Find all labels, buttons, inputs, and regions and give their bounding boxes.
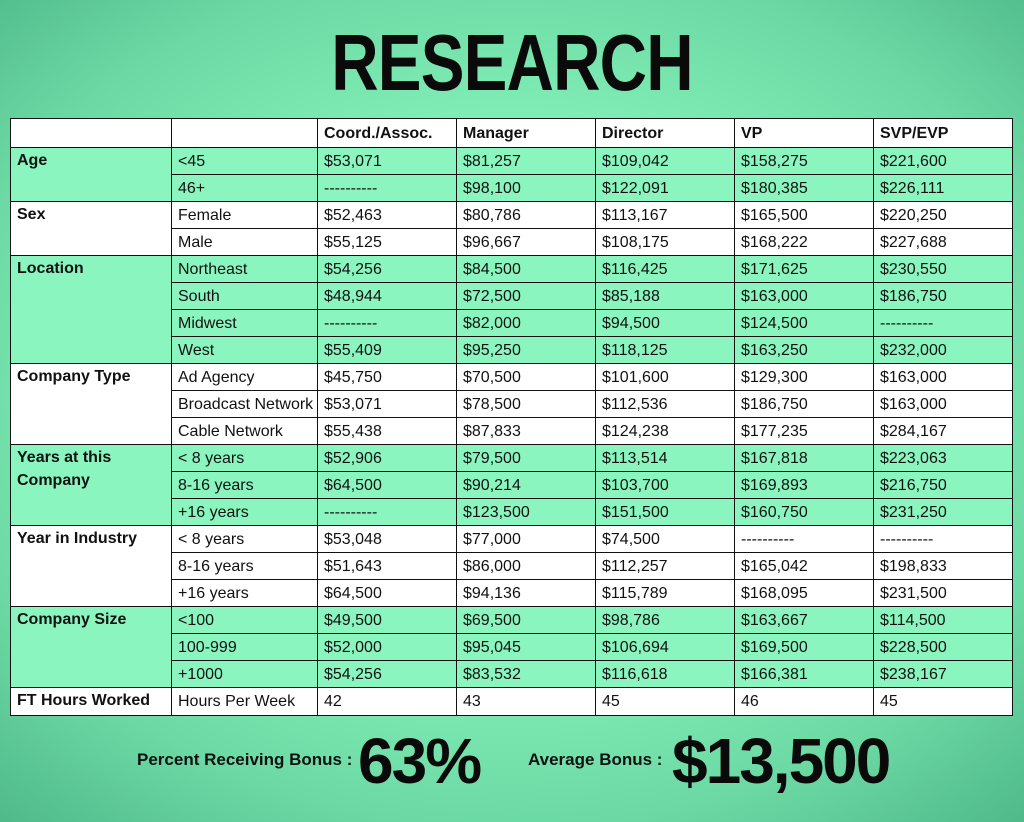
salary-cell: $158,275: [735, 148, 874, 175]
salary-cell: $163,000: [735, 283, 874, 310]
salary-cell: $151,500: [596, 499, 735, 526]
salary-cell: ----------: [874, 526, 1013, 553]
salary-cell: $227,688: [874, 229, 1013, 256]
subcategory-label: Ad Agency: [172, 364, 318, 391]
subcategory-label: West: [172, 337, 318, 364]
salary-cell: ----------: [318, 310, 457, 337]
salary-cell: $54,256: [318, 256, 457, 283]
salary-cell: ----------: [318, 175, 457, 202]
salary-cell: $115,789: [596, 580, 735, 607]
salary-cell: $198,833: [874, 553, 1013, 580]
salary-cell: $113,514: [596, 445, 735, 472]
subcategory-label: Male: [172, 229, 318, 256]
salary-cell: $232,000: [874, 337, 1013, 364]
subcategory-label: Broadcast Network: [172, 391, 318, 418]
salary-cell: $114,500: [874, 607, 1013, 634]
salary-table: [10, 118, 1013, 716]
salary-cell: $180,385: [735, 175, 874, 202]
salary-cell: $171,625: [735, 256, 874, 283]
salary-cell: $124,238: [596, 418, 735, 445]
subcategory-label: 46+: [172, 175, 318, 202]
salary-cell: $48,944: [318, 283, 457, 310]
salary-cell: $98,786: [596, 607, 735, 634]
category-label: Years at this Company: [11, 445, 172, 526]
table-row: [11, 607, 1013, 634]
salary-cell: $45,750: [318, 364, 457, 391]
salary-cell: $129,300: [735, 364, 874, 391]
salary-cell: $85,188: [596, 283, 735, 310]
salary-cell: $69,500: [457, 607, 596, 634]
salary-cell: $94,500: [596, 310, 735, 337]
salary-cell: $124,500: [735, 310, 874, 337]
column-header: Coord./Assoc.: [318, 119, 457, 148]
subcategory-label: South: [172, 283, 318, 310]
salary-cell: $169,500: [735, 634, 874, 661]
category-label: FT Hours Worked: [11, 688, 172, 716]
salary-cell: $186,750: [874, 283, 1013, 310]
salary-cell: $112,257: [596, 553, 735, 580]
subcategory-label: <45: [172, 148, 318, 175]
salary-cell: $106,694: [596, 634, 735, 661]
salary-cell: $238,167: [874, 661, 1013, 688]
subcategory-label: < 8 years: [172, 445, 318, 472]
column-header: Manager: [457, 119, 596, 148]
average-bonus-label: Average Bonus :: [528, 750, 663, 769]
salary-cell: $166,381: [735, 661, 874, 688]
salary-cell: 45: [874, 688, 1013, 716]
subcategory-label: 8-16 years: [172, 472, 318, 499]
salary-cell: $64,500: [318, 472, 457, 499]
subcategory-label: Northeast: [172, 256, 318, 283]
salary-cell: $86,000: [457, 553, 596, 580]
salary-cell: $103,700: [596, 472, 735, 499]
salary-cell: $77,000: [457, 526, 596, 553]
salary-cell: $54,256: [318, 661, 457, 688]
salary-cell: 42: [318, 688, 457, 716]
table-row: [11, 688, 1013, 716]
salary-cell: $226,111: [874, 175, 1013, 202]
table-header-row: [11, 119, 1013, 148]
salary-cell: $79,500: [457, 445, 596, 472]
table-row: [11, 256, 1013, 283]
salary-cell: $84,500: [457, 256, 596, 283]
salary-cell: $163,000: [874, 391, 1013, 418]
salary-cell: $53,048: [318, 526, 457, 553]
salary-cell: $70,500: [457, 364, 596, 391]
salary-cell: $168,095: [735, 580, 874, 607]
salary-cell: $122,091: [596, 175, 735, 202]
salary-cell: $53,071: [318, 148, 457, 175]
salary-cell: 46: [735, 688, 874, 716]
salary-cell: $169,893: [735, 472, 874, 499]
salary-cell: ----------: [318, 499, 457, 526]
salary-cell: $55,438: [318, 418, 457, 445]
salary-cell: $118,125: [596, 337, 735, 364]
bonus-summary: [0, 722, 1024, 802]
salary-cell: $53,071: [318, 391, 457, 418]
salary-cell: $221,600: [874, 148, 1013, 175]
salary-cell: $74,500: [596, 526, 735, 553]
subcategory-label: Hours Per Week: [172, 688, 318, 716]
salary-cell: $230,550: [874, 256, 1013, 283]
salary-cell: $223,063: [874, 445, 1013, 472]
salary-cell: $95,045: [457, 634, 596, 661]
column-header: [11, 119, 172, 148]
subcategory-label: Cable Network: [172, 418, 318, 445]
salary-cell: $55,409: [318, 337, 457, 364]
table-row: [11, 148, 1013, 175]
table-row: [11, 202, 1013, 229]
salary-cell: $216,750: [874, 472, 1013, 499]
salary-cell: $228,500: [874, 634, 1013, 661]
table-row: [11, 445, 1013, 472]
salary-cell: $163,250: [735, 337, 874, 364]
salary-cell: $113,167: [596, 202, 735, 229]
salary-cell: $51,643: [318, 553, 457, 580]
salary-cell: $123,500: [457, 499, 596, 526]
salary-cell: $90,214: [457, 472, 596, 499]
salary-cell: $186,750: [735, 391, 874, 418]
subcategory-label: 100-999: [172, 634, 318, 661]
category-label: Year in Industry: [11, 526, 172, 607]
salary-cell: $64,500: [318, 580, 457, 607]
salary-cell: $72,500: [457, 283, 596, 310]
table-body: [11, 148, 1013, 716]
salary-cell: $108,175: [596, 229, 735, 256]
subcategory-label: +1000: [172, 661, 318, 688]
salary-cell: $83,532: [457, 661, 596, 688]
column-header: VP: [735, 119, 874, 148]
salary-cell: $95,250: [457, 337, 596, 364]
salary-cell: $163,000: [874, 364, 1013, 391]
category-label: Company Type: [11, 364, 172, 445]
bonus-percent-label: Percent Receiving Bonus :: [137, 750, 353, 769]
salary-cell: $55,125: [318, 229, 457, 256]
salary-cell: $81,257: [457, 148, 596, 175]
subcategory-label: 8-16 years: [172, 553, 318, 580]
salary-cell: $177,235: [735, 418, 874, 445]
salary-cell: $109,042: [596, 148, 735, 175]
salary-cell: ----------: [874, 310, 1013, 337]
category-label: Location: [11, 256, 172, 364]
salary-cell: $98,100: [457, 175, 596, 202]
salary-cell: $116,618: [596, 661, 735, 688]
salary-cell: $165,042: [735, 553, 874, 580]
salary-cell: $116,425: [596, 256, 735, 283]
salary-cell: $52,906: [318, 445, 457, 472]
salary-cell: $101,600: [596, 364, 735, 391]
salary-cell: $231,500: [874, 580, 1013, 607]
salary-cell: $78,500: [457, 391, 596, 418]
subcategory-label: <100: [172, 607, 318, 634]
category-label: Company Size: [11, 607, 172, 688]
subcategory-label: Female: [172, 202, 318, 229]
column-header: SVP/EVP: [874, 119, 1013, 148]
page-title: RESEARCH: [331, 18, 693, 107]
table-row: [11, 526, 1013, 553]
category-label: Age: [11, 148, 172, 202]
salary-cell: $220,250: [874, 202, 1013, 229]
salary-cell: ----------: [735, 526, 874, 553]
salary-cell: $82,000: [457, 310, 596, 337]
salary-cell: $49,500: [318, 607, 457, 634]
salary-cell: $160,750: [735, 499, 874, 526]
subcategory-label: Midwest: [172, 310, 318, 337]
salary-cell: $87,833: [457, 418, 596, 445]
salary-cell: $112,536: [596, 391, 735, 418]
average-bonus-value: $13,500: [672, 725, 890, 797]
salary-cell: $167,818: [735, 445, 874, 472]
salary-cell: 45: [596, 688, 735, 716]
salary-cell: $284,167: [874, 418, 1013, 445]
subcategory-label: +16 years: [172, 499, 318, 526]
salary-cell: $231,250: [874, 499, 1013, 526]
salary-cell: $94,136: [457, 580, 596, 607]
column-header: [172, 119, 318, 148]
salary-cell: $80,786: [457, 202, 596, 229]
salary-cell: 43: [457, 688, 596, 716]
table-row: [11, 364, 1013, 391]
salary-cell: $163,667: [735, 607, 874, 634]
subcategory-label: +16 years: [172, 580, 318, 607]
bonus-percent-value: 63%: [358, 725, 481, 797]
salary-cell: $165,500: [735, 202, 874, 229]
salary-cell: $52,000: [318, 634, 457, 661]
subcategory-label: < 8 years: [172, 526, 318, 553]
salary-cell: $96,667: [457, 229, 596, 256]
salary-cell: $52,463: [318, 202, 457, 229]
salary-cell: $168,222: [735, 229, 874, 256]
category-label: Sex: [11, 202, 172, 256]
column-header: Director: [596, 119, 735, 148]
